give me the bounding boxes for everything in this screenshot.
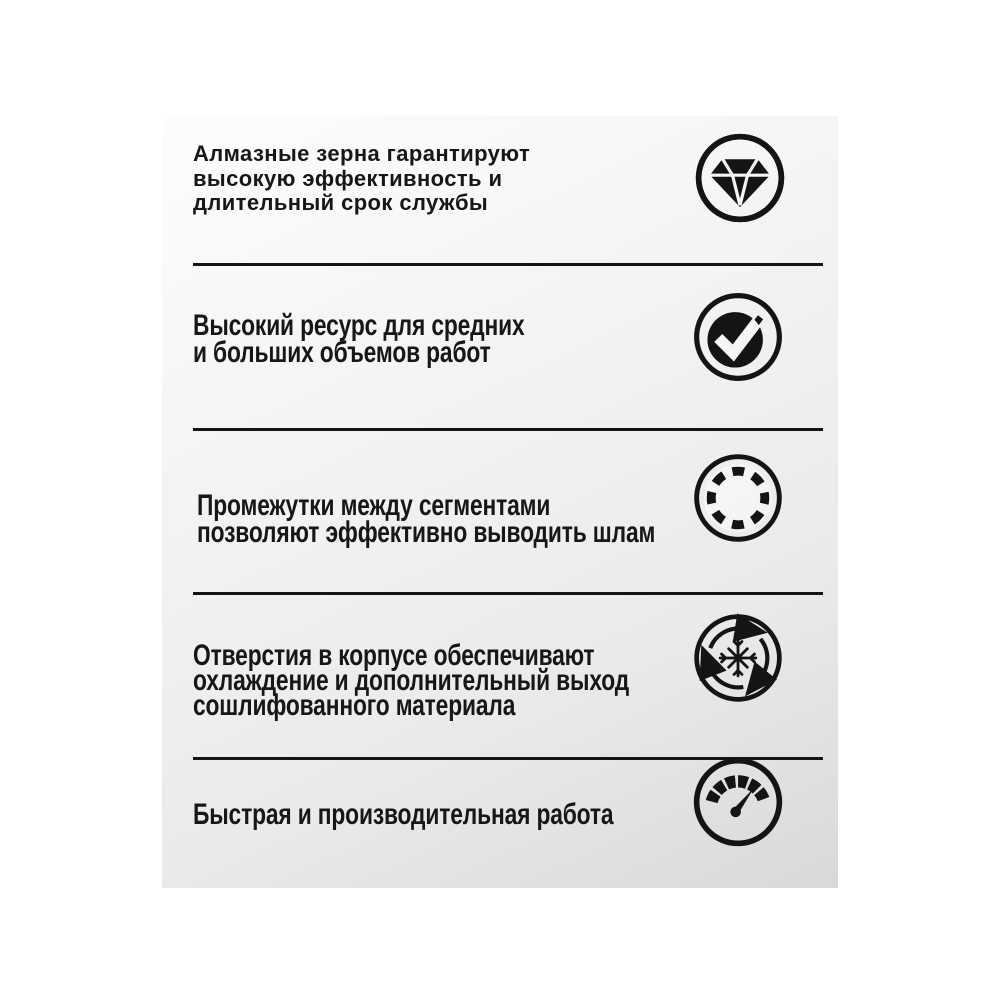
divider-line <box>193 428 823 431</box>
feature-line: высокую эффективность и <box>193 165 503 191</box>
feature-text-high-resource <box>193 309 525 369</box>
segment-gaps-icon <box>691 451 785 545</box>
feature-text-diamond-grains <box>193 142 530 216</box>
feature-line: длительный срок службы <box>193 190 489 215</box>
feature-line: Алмазные зерна гарантируют <box>193 141 531 166</box>
feature-text-segment-gaps <box>197 489 656 549</box>
speedometer-icon <box>691 755 785 849</box>
diamond-icon <box>693 131 787 225</box>
feature-line: Высокий ресурс для средних <box>193 309 525 342</box>
feature-line: и больших объемов работ <box>193 335 491 369</box>
divider-line <box>193 263 823 266</box>
feature-line: позволяют эффективно выводить шлам <box>197 515 656 549</box>
feature-text-fast-work <box>193 798 614 831</box>
feature-text-body-holes <box>193 639 630 722</box>
feature-line: Быстрая и производительная работа <box>193 798 614 831</box>
feature-line: охлаждение и дополнительный выход <box>193 664 630 697</box>
divider-line <box>193 592 823 595</box>
feature-line: сошлифованного материала <box>193 689 516 722</box>
cooling-airflow-icon <box>691 611 785 705</box>
feature-line: Промежутки между сегментами <box>197 489 551 522</box>
check-circle-icon <box>691 290 785 384</box>
feature-line: Отверстия в корпусе обеспечивают <box>193 639 595 672</box>
